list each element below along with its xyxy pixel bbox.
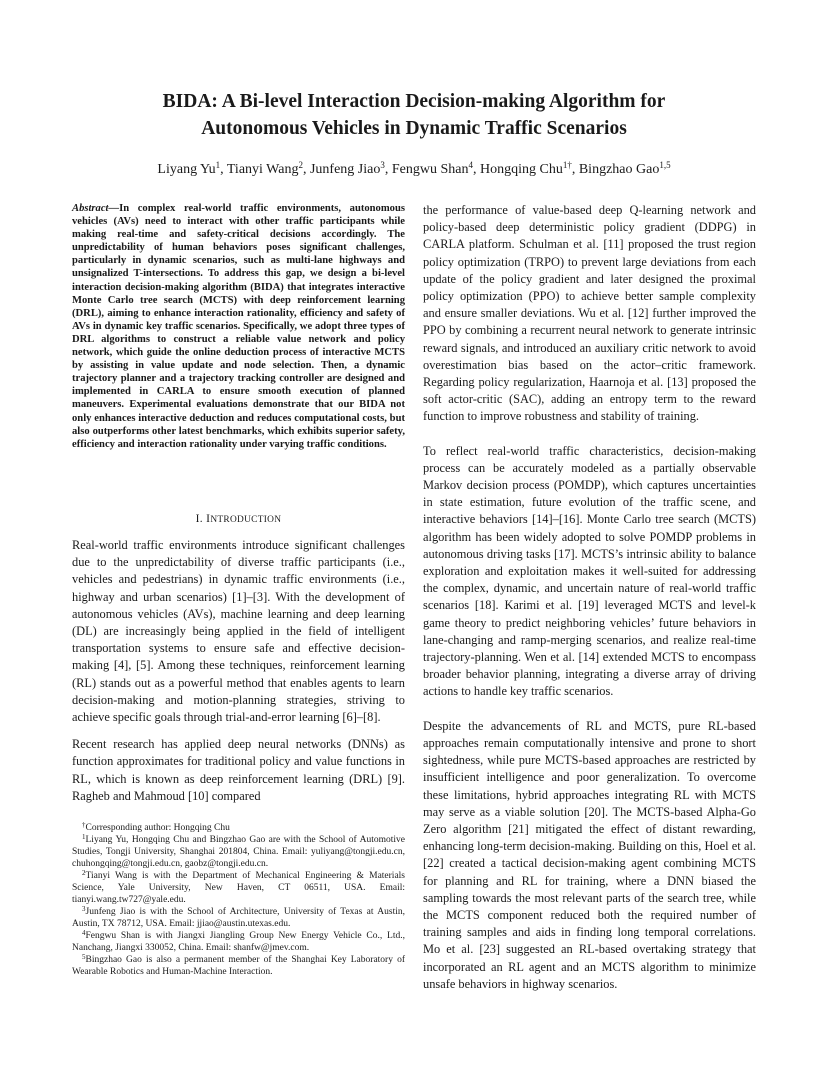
paragraph: To reflect real-world traffic characteristics, decision-making process can be accurately modeled as a partially observable Markov decision process (POMDP), which captures uncertainties in state estimation, future evolution of the traffic scene, and interactive behaviors [14]–[16]. Monte Carlo tree search (MCTS) algorithm has been widely adopted to solve POMDP problems in autonomous driving tasks [17]. MCTS’s intrinsic ability to balance exploration and exploitation makes it well-suited for addressing the complex, dynamic, and uncertain nature of real-world traffic scenarios [18]. Karimi et al. [19] leveraged MCTS and level-k game theory to predict neighboring vehicles’ future behaviors in lane-changing and ramp-merging scenarios, and realize real-time trajectory-planning. Wen et al. [14] extended MCTS to encompass broader behavior planning, integrating a diverse array of driving actions to handle key traffic scenarios. bbox=[423, 443, 756, 699]
author: Fengwu Shan$^4$ bbox=[391, 160, 473, 177]
paragraph: Recent research has applied deep neural networks (DNNs) as function approximates for traditional policy and value functions in RL, which is known as deep reinforcement learning (DRL) [9]. Ragheb and Mahmoud [10] compared bbox=[72, 737, 405, 803]
section-heading: I. INTRODUCTION bbox=[195, 513, 282, 525]
author: Hongqing Chu$^{1\dagger}$ bbox=[480, 160, 572, 177]
paper-title bbox=[60, 88, 768, 142]
title-line-1: BIDA: A Bi-level Interaction Decision-making Algorithm for bbox=[162, 91, 666, 112]
paragraph: Despite the advancements of RL and MCTS, pure RL-based approaches remain computationally intensive and prone to short sightedness, while pure MCTS-based approaches are restricted by insufficient intelligence and poor generalization. To overcome these limitations, hybrid approaches integrating RL with MCTS may serve as a viable solution [20]. The MCTS-based Alpha-Go Zero algorithm [21] mitigated the effect of distant rewarding, enhancing long-term decision-making. Building on this, Hoel et al. [22] created a tactical decision-making agent combining MCTS for planning and RL for training, where a DNN biased the sampling towards the most relevant parts of the search tree, while the MCTS component reduced both the required number of training samples and aids in finding long temporal correlations. Mo et al. [23] suggested an RL-based overtaking strategy that incorporated an RL agent and an MCTS algorithm to minimize unsafe behaviors in highway scenarios. bbox=[423, 718, 756, 991]
footnotes bbox=[72, 822, 405, 978]
abstract-lead: Abstract— bbox=[72, 203, 120, 214]
footnote: $^5$Bingzhao Gao is also a permanent member of the Shanghai Key Laboratory of Wearable Robotics and Human-Machine Interaction. bbox=[72, 953, 405, 977]
paragraph: Real-world traffic environments introduce significant challenges due to the unpredictability of diverse traffic participants (i.e., vehicles and pedestrians) in dynamic traffic environments (i.e., highway and urban scenarios) [1]–[3]. With the development of autonomous vehicles (AVs), machine learning and deep learning (DL) are increasingly being applied in the field of intelligent transportation systems to ensure safe and effective decision-making [4], [5]. Among these techniques, reinforcement learning (RL) stands out as a powerful method that enables agents to learn decision-making and motion-planning strategies, striving to achieve specific goals through trial-and-error learning [6]–[8]. bbox=[72, 538, 405, 725]
paragraph: the performance of value-based deep Q-learning network and policy-based deep deterministic policy gradient (DDPG) in CARLA platform. Schulman et al. [11] proposed the trust region policy optimization (TRPO) to prevent large deviations from each update of the policy gradient and later designed the proximal policy optimization (PPO) to achieve better sample complexity and ensure smaller deviations. Wu et al. [12] further improved the PPO by combining a recurrent neural network to generate intrinsic reward signals, and introduced an auxiliary critic network to avoid overestimation bias based on the actor–critic framework. Regarding policy regularization, Haarnoja et al. [13] proposed the soft actor-critic (SAC), adding an entropy term to the reward function to improve robustness and stability of training. bbox=[423, 203, 756, 424]
author-list: Liyang Yu$^1$, Tianyi Wang$^2$, Junfeng Jiao$^3$, Fengwu Shan$^4$, Hongqing Chu$^{1\dagger}$, Bingzhao Gao$^{1,5}$ bbox=[157, 160, 671, 177]
abstract-text: In complex real-world traffic environments, autonomous vehicles (AVs) need to interact with other traffic participants while making real-time and safety-critical decisions accordingly. The unpredictability of human behaviors poses significant challenges, particularly in dynamic scenarios, such as multi-lane highways and unsignalized T-intersections. To address this gap, we design a bi-level interaction decision-making algorithm (BIDA) that integrates interactive Monte Carlo tree search (MCTS) with deep reinforcement learning (DRL), aiming to enhance interaction rationality, efficiency and safety of AVs in dynamic key traffic scenarios. Specifically, we adopt three types of DRL algorithms to construct a reliable value network and policy network, which guide the online deduction process of interactive MCTS by assisting in value update and node selection. Then, a dynamic trajectory planner and a trajectory tracking controller are designed and implemented in CARLA to ensure smooth execution of planned maneuvers. Experimental evaluations demonstrate that our BIDA not only enhances interactive deduction and reduces computational costs, but also outperforms other latest benchmarks, which exhibits superior safety, efficiency and interaction rationality under varying traffic conditions. bbox=[72, 203, 405, 450]
title-line-2: Autonomous Vehicles in Dynamic Traffic Scenarios bbox=[201, 118, 627, 139]
footnote: $^2$Tianyi Wang is with the Department of Mechanical Engineering & Materials Science, Yale University, New Haven, CT 06511, USA. Email: tianyi.wang.tw727@yale.edu. bbox=[72, 869, 405, 905]
footnote: $^3$Junfeng Jiao is with the School of Architecture, University of Texas at Austin, Austin, TX 78712, USA. Email: jjiao@austin.utexas.edu. bbox=[72, 905, 405, 929]
author: Tianyi Wang$^2$ bbox=[226, 160, 303, 177]
abstract bbox=[72, 202, 405, 451]
right-column-body bbox=[423, 202, 756, 993]
author: Bingzhao Gao$^{1,5}$ bbox=[578, 160, 671, 177]
footnote: $^1$Liyang Yu, Hongqing Chu and Bingzhao Gao are with the School of Automotive Studies, Tongji University, Shanghai 201804, China. Email: yuliyang@tongji.edu.cn, chuhongqing@tongji.edu.cn, gaobz@tongji.edu.cn. bbox=[72, 833, 405, 869]
author: Junfeng Jiao$^3$ bbox=[309, 160, 385, 177]
left-column-body bbox=[72, 537, 405, 805]
author: Liyang Yu$^1$ bbox=[157, 160, 221, 177]
footnote: $^4$Fengwu Shan is with Jiangxi Jiangling Group New Energy Vehicle Co., Ltd., Nanchang, Jiangxi 330052, China. Email: shanfw@jmev.com. bbox=[72, 929, 405, 953]
footnote: †Corresponding author: Hongqing Chu bbox=[82, 821, 230, 833]
